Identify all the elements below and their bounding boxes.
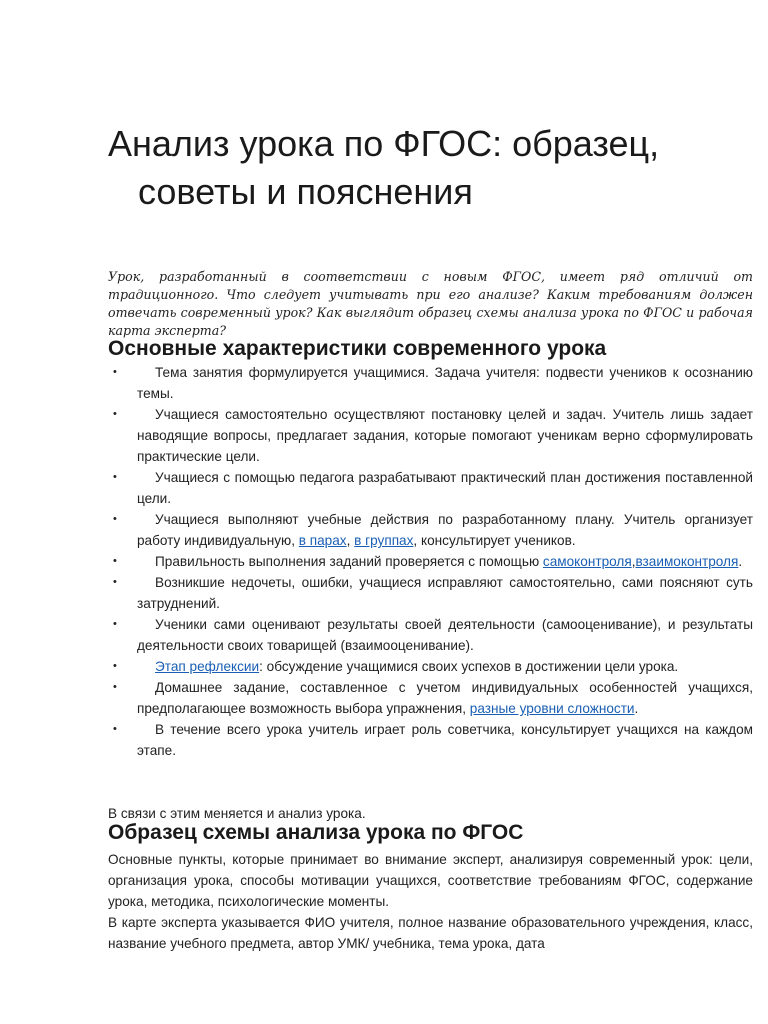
list-item-text: Учащиеся самостоятельно осуществляют постановку целей и задач. Учитель лишь задает наводящие вопросы, предлагает задания, которые помогают ученикам верно сформулировать практические цели.	[137, 407, 753, 464]
list-item	[108, 467, 753, 509]
bullet-icon: •	[113, 471, 117, 483]
list-item-text-part: Домашнее задание, составленное с учетом индивидуальных особенностей учащихся, предполагающее возможность выбора упражнения,	[137, 680, 753, 716]
bullet-icon: •	[113, 723, 117, 735]
list-item-text: Тема занятия формулируется учащимися. Задача учителя: подвести учеников к осознанию темы.	[137, 365, 753, 401]
list-item	[108, 614, 753, 656]
list-item-text	[137, 677, 753, 719]
section-heading-characteristics: Основные характеристики современного урока	[108, 337, 607, 360]
link-separator: ,	[631, 554, 636, 569]
characteristics-list	[108, 362, 753, 761]
list-item-text: В течение всего урока учитель играет роль советчика, консультирует учащихся на каждом этапе.	[137, 722, 753, 758]
lead-paragraph: Урок, разработанный в соответствии с новым ФГОС, имеет ряд отличий от традиционного. Что следует учитывать при его анализе? Каким требованиям должен отвечать современный урок? Как выглядит образец схемы анализа урока по ФГОС и рабочая карта эксперта?	[108, 269, 753, 338]
bullet-icon: •	[113, 576, 117, 588]
closing-paragraph: В связи с этим меняется и анализ урока.	[108, 806, 366, 821]
list-item	[108, 551, 753, 572]
list-item-text	[137, 656, 753, 677]
list-item-text: Возникшие недочеты, ошибки, учащиеся исправляют самостоятельно, сами поясняют суть затруднений.	[137, 575, 753, 611]
list-item-text-part: .	[738, 554, 743, 569]
list-item-text-part: .	[634, 701, 639, 716]
bullet-icon: •	[113, 618, 117, 630]
list-item-text-part: , консультирует учеников.	[413, 533, 576, 548]
link-in-groups[interactable]: в группах	[354, 533, 414, 548]
bullet-icon: •	[113, 555, 117, 567]
list-item	[108, 404, 753, 467]
link-in-pairs[interactable]: в парах	[298, 533, 347, 548]
scheme-paragraph-2: В карте эксперта указывается ФИО учителя, полное название образовательного учреждения, класс, название учебного предмета, автор УМК/ учебника, тема урока, дата	[108, 915, 753, 951]
list-item	[108, 362, 753, 404]
list-item-text-part: Учащиеся выполняют учебные действия по разработанному плану. Учитель организует работу индивидуальную,	[137, 512, 753, 548]
list-item	[108, 656, 753, 677]
page-title	[108, 120, 753, 216]
bullet-icon: •	[113, 681, 117, 693]
list-item-text-part: : обсуждение учащимися своих успехов в достижении цели урока.	[259, 659, 679, 674]
link-separator: ,	[346, 533, 355, 548]
title-line-2: советы и пояснения	[138, 171, 473, 212]
bullet-icon: •	[113, 366, 117, 378]
list-item-text	[137, 509, 753, 551]
link-self-control[interactable]: самоконтроля	[542, 554, 632, 569]
list-item-text-part: Правильность выполнения заданий проверяется с помощью	[155, 554, 543, 569]
list-item	[108, 719, 753, 761]
list-item-text: Учащиеся с помощью педагога разрабатывают практический план достижения поставленной цели.	[137, 470, 753, 506]
bullet-icon: •	[113, 660, 117, 672]
bullet-icon: •	[113, 408, 117, 420]
section-heading-analysis-scheme: Образец схемы анализа урока по ФГОС	[108, 821, 524, 844]
list-item-text	[137, 551, 753, 572]
list-item	[108, 509, 753, 551]
list-item-text: Ученики сами оценивают результаты своей деятельности (самооценивание), и результаты деятельности своих товарищей (взаимооценивание).	[137, 617, 753, 653]
list-item	[108, 572, 753, 614]
title-line-1: Анализ урока по ФГОС: образец,	[108, 123, 660, 164]
link-difficulty-levels[interactable]: разные уровни сложности	[469, 701, 635, 716]
list-item	[108, 677, 753, 719]
scheme-paragraph-1: Основные пункты, которые принимает во внимание эксперт, анализируя современный урок: цели, организация урока, способы мотивации учащихся, соответствие требованиям ФГОС, содержание урока, методика, психологические моменты.	[108, 852, 753, 909]
link-reflection-stage[interactable]: Этап рефлексии	[155, 659, 260, 674]
bullet-icon: •	[113, 513, 117, 525]
link-mutual-control[interactable]: взаимоконтроля	[635, 554, 739, 569]
